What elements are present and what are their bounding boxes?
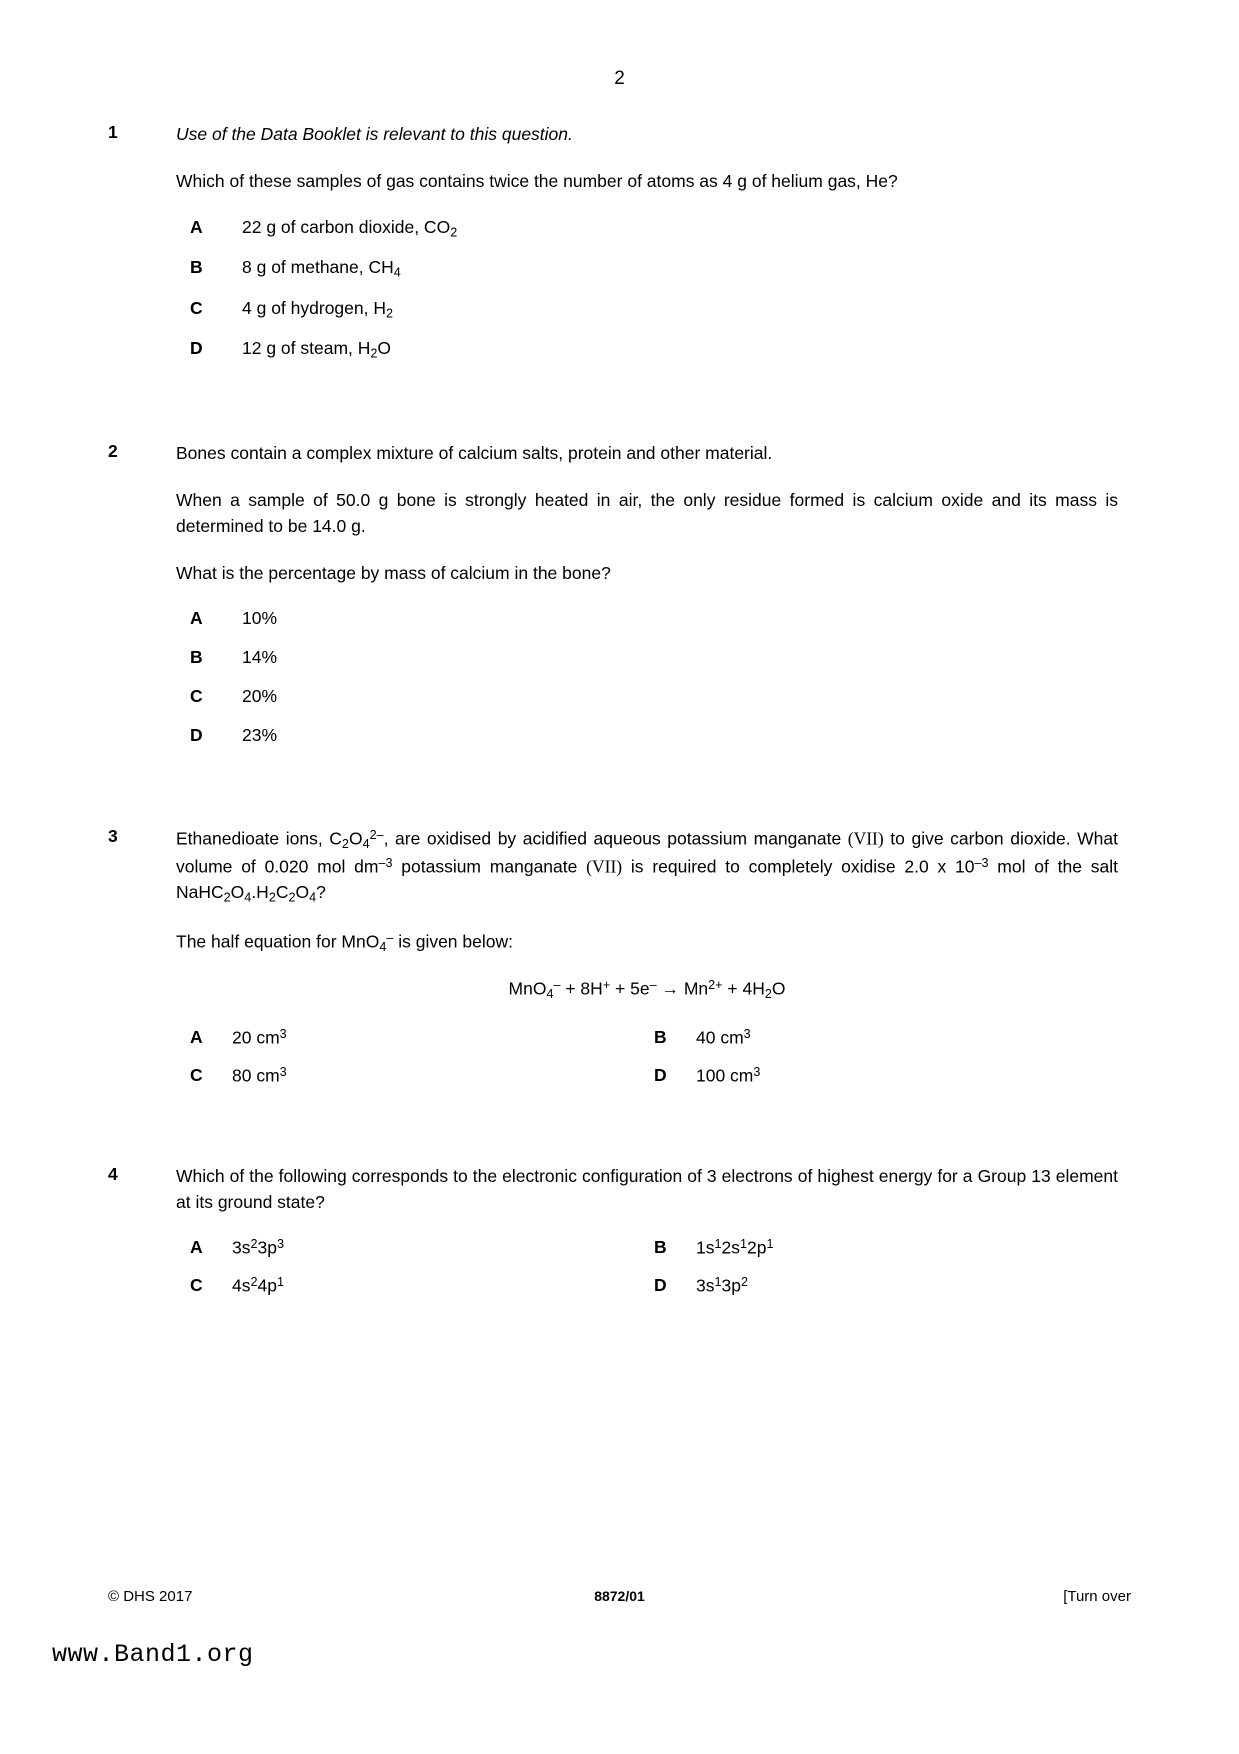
option-text: 8 g of methane, $CH_4$: [242, 257, 401, 280]
spacer: [108, 1102, 1118, 1164]
question-2-para-2: When a sample of 50.0 g bone is strongly heated in air, the only residue formed is calcium oxide and its mass is determined to be 14.0 g.: [176, 490, 1118, 536]
watermark: www.Band1.org: [52, 1640, 254, 1669]
question-4-stem: Which of the following corresponds to the electronic configuration of 3 electrons of highest energy for a Group 13 element at its ground state?: [176, 1166, 1118, 1212]
turn-over-label: [Turn over: [1063, 1588, 1131, 1605]
option-letter: B: [654, 1237, 667, 1258]
option-letter: D: [654, 1064, 667, 1085]
option-text: $4s^24p^1$: [232, 1274, 284, 1296]
option-text: $3s^13p^2$: [696, 1274, 748, 1296]
option-letter: B: [654, 1027, 667, 1048]
option-letter: D: [190, 338, 203, 359]
option-text: 80 $cm^3$: [232, 1064, 287, 1086]
option-row[interactable]: [190, 608, 1118, 629]
question-2-para-3: What is the percentage by mass of calcium in the bone?: [176, 562, 611, 583]
question-4: [108, 1164, 1118, 1296]
option-text: $1s^12s^12p^1$: [696, 1237, 774, 1258]
copyright-notice: © DHS 2017: [108, 1588, 193, 1605]
question-1: [108, 122, 1118, 361]
option-text: 10%: [242, 608, 278, 629]
option-letter: D: [190, 725, 203, 746]
spacer: [108, 764, 1118, 826]
option-letter: B: [190, 257, 203, 278]
option-row[interactable]: [190, 725, 1118, 746]
option-row[interactable]: [190, 686, 1118, 707]
option-text: 20%: [242, 686, 278, 707]
question-3-options: [190, 1027, 1118, 1086]
question-1-instruction: Use of the Data Booklet is relevant to this question.: [176, 124, 573, 144]
question-1-options: [190, 217, 1118, 361]
page-number: 2: [614, 68, 625, 89]
question-2-options: [190, 608, 1118, 746]
option-text: 40 $cm^3$: [696, 1027, 751, 1048]
option-row[interactable]: [190, 217, 1118, 240]
page-footer: [108, 1588, 1131, 1605]
option-row[interactable]: [654, 1065, 1118, 1087]
option-letter: B: [190, 647, 203, 668]
option-letter: A: [190, 216, 203, 237]
option-letter: A: [190, 608, 203, 629]
option-row[interactable]: [190, 1027, 654, 1049]
option-letter: A: [190, 1237, 203, 1258]
option-row[interactable]: [654, 1027, 1118, 1049]
option-row[interactable]: [190, 1065, 654, 1087]
option-text: 20 $cm^3$: [232, 1027, 287, 1048]
question-1-stem: Which of these samples of gas contains twice the number of atoms as 4 g of helium gas, He?: [176, 171, 898, 192]
option-letter: D: [654, 1274, 667, 1295]
question-list: [108, 122, 1118, 1313]
question-3: [108, 826, 1118, 1086]
paper-code: 8872/01: [594, 1588, 645, 1604]
question-3-equation: $MnO_4^- + 8H^+ + 5e^- \to Mn^{2+} + 4H_2O$: [508, 977, 786, 1002]
option-text: 22 g of carbon dioxide, $CO_2$: [242, 216, 458, 240]
spacer: [108, 379, 1118, 441]
option-row[interactable]: [654, 1237, 1118, 1259]
question-2-para-1: Bones contain a complex mixture of calcium salts, protein and other material.: [176, 442, 773, 463]
option-row[interactable]: [190, 338, 1118, 361]
question-2: [108, 441, 1118, 747]
question-4-options: [190, 1237, 1118, 1296]
question-number: 3: [108, 826, 118, 847]
option-text: 14%: [242, 647, 278, 668]
option-row[interactable]: [190, 647, 1118, 668]
option-text: $3s^23p^3$: [232, 1237, 284, 1258]
question-number: 4: [108, 1164, 118, 1185]
option-letter: C: [190, 1064, 203, 1085]
option-letter: A: [190, 1027, 203, 1048]
option-row[interactable]: [190, 257, 1118, 280]
option-text: 12 g of steam, $H_2O$: [242, 338, 392, 361]
question-3-stem: Ethanedioate ions, $C_2O_4^{2-}$, are oxidised by acidified aqueous potassium manganate (VII) to give carbon dioxide. What volume of 0.020 mol $dm^{-3}$ potassium manganate (VII) is required to completely oxidise 2.0 x $10^{-3}$ mol of the salt $NaHC_2O_4.H_2C_2O_4$?: [176, 828, 1118, 905]
option-row[interactable]: [190, 1275, 654, 1297]
option-row[interactable]: [190, 1237, 654, 1259]
option-text: 100 $cm^3$: [696, 1064, 761, 1086]
option-row[interactable]: [190, 298, 1118, 321]
option-letter: C: [190, 1274, 203, 1295]
option-letter: C: [190, 686, 203, 707]
option-row[interactable]: [654, 1275, 1118, 1297]
question-number: 1: [108, 122, 118, 142]
option-letter: C: [190, 297, 203, 318]
question-number: 2: [108, 440, 118, 461]
question-3-half-equation-intro: The half equation for MnO$_4$– is given below:: [176, 930, 513, 954]
option-text: 4 g of hydrogen, $H_2$: [242, 297, 393, 321]
option-text: 23%: [242, 725, 278, 746]
